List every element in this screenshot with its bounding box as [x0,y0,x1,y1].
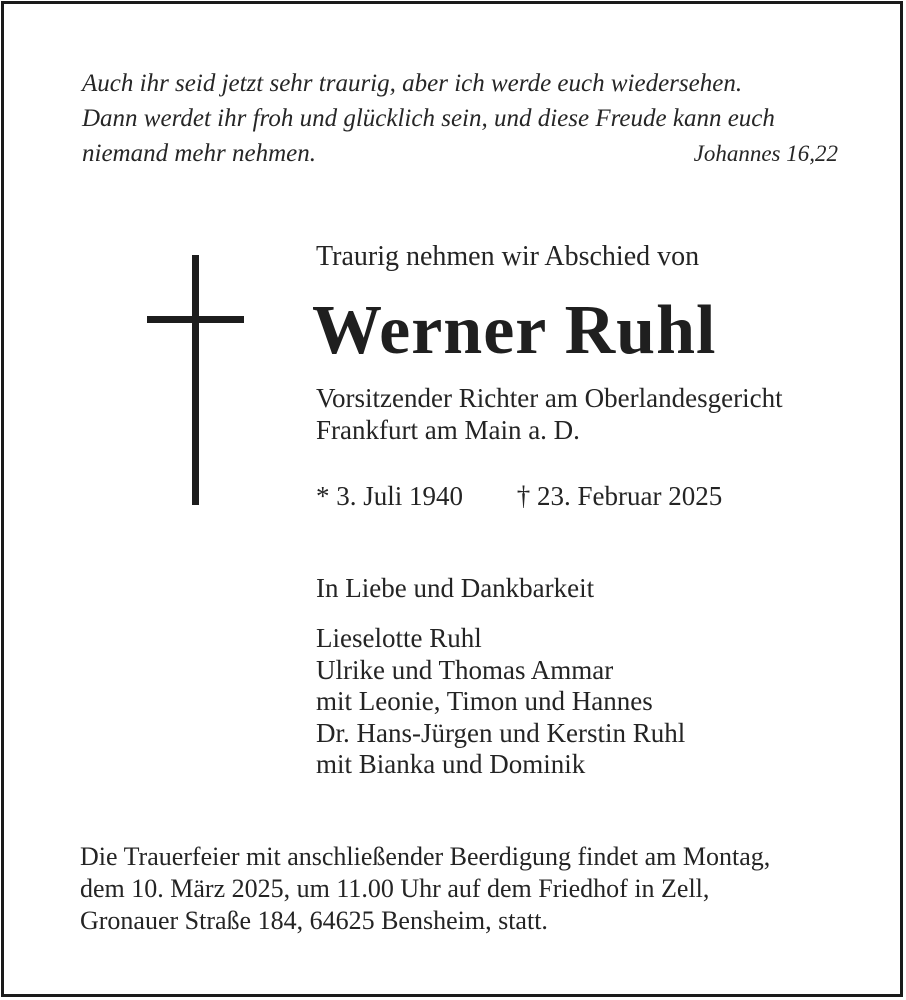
cross-vertical-bar [192,255,199,505]
deceased-title-line-2: Frankfurt am Main a. D. [316,415,580,445]
announcement-intro: Traurig nehmen wir Abschied von [316,241,700,272]
deceased-title [316,382,783,446]
life-dates [316,480,722,512]
funeral-line-2: dem 10. März 2025, um 11.00 Uhr auf dem Friedhof in Zell, [80,874,710,903]
mourner-name: Dr. Hans-Jürgen und Kerstin Ruhl [316,717,686,748]
quote-line-2: Dann werdet ihr froh und glücklich sein, und diese Freude kann euch [82,105,775,132]
funeral-line-3: Gronauer Straße 184, 64625 Bensheim, statt. [80,906,548,935]
birth-date: * 3. Juli 1940 [316,481,464,511]
mourner-name: mit Bianka und Dominik [316,749,586,779]
mourner-name: mit Leonie, Timon und Hannes [316,686,653,716]
quote-attribution: Johannes 16,22 [693,141,838,166]
closing-phrase: In Liebe und Dankbarkeit [316,573,595,603]
quote-last-line [82,136,838,171]
deceased-title-line-1: Vorsitzender Richter am Oberlandesgericht [316,383,783,413]
mourner-name: Ulrike und Thomas Ammar [316,654,614,685]
quote-line-3: niemand mehr nehmen. [82,140,316,167]
funeral-details [80,841,770,937]
quote-line-1: Auch ihr seid jetzt sehr traurig, aber ich werde euch wiedersehen. [82,70,743,97]
deceased-name: Werner Ruhl [312,292,717,369]
death-date: † 23. Februar 2025 [516,481,723,511]
funeral-line-1: Die Trauerfeier mit anschließender Beerdigung findet am Montag, [80,842,771,871]
mourners-list [316,623,685,781]
mourner-name: Lieselotte Ruhl [316,623,482,653]
bible-quote [82,66,838,171]
cross-horizontal-bar [147,316,244,323]
